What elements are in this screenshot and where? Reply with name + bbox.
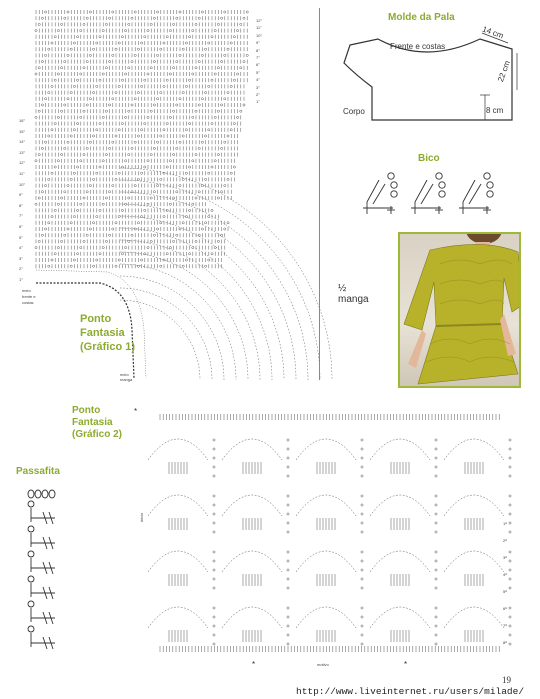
- chart2-chain: [435, 634, 437, 636]
- molde-dim-22: 22 cm: [496, 59, 512, 84]
- chart2-chain: [509, 439, 511, 441]
- chart1-bottom-label: meio manga: [120, 372, 133, 382]
- chart1-title-line-1: Ponto: [80, 313, 112, 325]
- passafita-chain: [28, 576, 34, 582]
- chart2-chain: [361, 531, 363, 533]
- chart2-chain: [435, 439, 437, 441]
- chart2-chain: [287, 560, 289, 562]
- chart2-chain: [435, 522, 437, 524]
- chart2-chain: [435, 578, 437, 580]
- chart2-chain: [287, 587, 289, 589]
- molde-front-back-label: Frente e costas: [390, 42, 446, 51]
- chart2-chain: [361, 578, 363, 580]
- passafita-symbols: [28, 490, 55, 649]
- chart2-chain: [509, 634, 511, 636]
- chart1-right-number: 11°: [256, 25, 262, 31]
- chart2-arch: [148, 439, 208, 460]
- chart2-chain: [213, 578, 215, 580]
- chart2-chain: [361, 560, 363, 562]
- chart2-chain: [287, 531, 289, 533]
- chart2-chain: [287, 634, 289, 636]
- chart1-row-number: 3°: [19, 255, 23, 261]
- chart2-chain: [213, 616, 215, 618]
- chart2-row-number: 8ª: [503, 640, 507, 645]
- chart2-chain: [287, 616, 289, 618]
- chart2-chain: [361, 551, 363, 553]
- chart1-row-number: 4°: [19, 245, 23, 251]
- chart1-right-number: 7°: [256, 55, 260, 60]
- chart2-row-number: 4ª: [503, 572, 507, 577]
- chart2-chain: [361, 448, 363, 450]
- chart2-chain: [287, 439, 289, 441]
- chart2-chain: [509, 466, 511, 468]
- chart2-chain: [213, 634, 215, 636]
- half-sleeve-word: manga: [338, 294, 369, 305]
- chart2-title-line-3: (Gráfico 2): [72, 429, 123, 440]
- chart1-right-number: 2°: [256, 92, 260, 97]
- chart2-chain: [509, 569, 511, 571]
- chart2-chain: [509, 522, 511, 524]
- chart2-row-number: 1ª: [503, 521, 507, 526]
- chart1-row-number: 8°: [19, 202, 23, 208]
- chart2-chain: [361, 466, 363, 468]
- chart1-right-number: 12°: [256, 18, 263, 23]
- chart2-chain: [509, 607, 511, 609]
- chart2-chain: [435, 625, 437, 627]
- chart2-chain: [213, 607, 215, 609]
- chart2-chain: [287, 504, 289, 506]
- passafita-diagram: [25, 488, 65, 668]
- chart2-chain: [361, 504, 363, 506]
- chart2-chain: [435, 643, 437, 645]
- chart1-side-label: meio frente e costas: [22, 288, 36, 305]
- chart2-arch: [444, 495, 504, 516]
- chart2-arch: [296, 439, 356, 460]
- chart2-chain: [213, 466, 215, 468]
- chart2-title-line-1: Ponto: [72, 405, 101, 416]
- chart1-row-number: 10°: [19, 181, 26, 187]
- chart1-row-number: 2°: [19, 266, 23, 272]
- chart2-chain: [361, 457, 363, 459]
- chart2-chain: [361, 625, 363, 627]
- chart2-chain: [287, 448, 289, 450]
- chart1-row-number: 7°: [19, 213, 23, 219]
- chart2-row-number: 5ª: [503, 589, 507, 594]
- chart2-chain: [509, 448, 511, 450]
- chart2-chain: [213, 495, 215, 497]
- chart2-chain: [213, 643, 215, 645]
- chart2-chain: [509, 625, 511, 627]
- chart1-row-number: 11°: [19, 171, 25, 176]
- chart2-arch: [148, 495, 208, 516]
- passafita-chain: [42, 490, 48, 498]
- chart2-row-number: 7ª: [503, 623, 507, 628]
- chart2-chain: [361, 513, 363, 515]
- chart2-chain: [213, 569, 215, 571]
- chart2-chain: [435, 607, 437, 609]
- chart1-row-number: 1°: [19, 277, 23, 282]
- chart1-row-number: 14°: [19, 139, 26, 145]
- chart1-row-number: 6°: [19, 224, 23, 229]
- chart2-chain: [509, 457, 511, 459]
- chart2-chain: [509, 551, 511, 553]
- chart2-row-number: 3ª: [503, 555, 507, 560]
- chart1-row-number: 13°: [19, 149, 26, 155]
- chart2-chain: [509, 578, 511, 580]
- chart1-right-number: 4°: [256, 77, 260, 83]
- molde-corpo-label: Corpo: [343, 107, 365, 116]
- chart2-chain: [213, 625, 215, 627]
- chart2-arch: [296, 607, 356, 628]
- chart2-chain: [435, 513, 437, 515]
- chart1-right-number: 10°: [256, 32, 263, 38]
- half-sleeve-fraction: ½: [338, 283, 347, 294]
- chart1-row-number: 12°: [19, 160, 26, 166]
- chart2-chain: [361, 495, 363, 497]
- chart1-title-line-3: (Gráfico 1): [80, 341, 136, 353]
- chart2-chain: [435, 616, 437, 618]
- chart2-chain: [213, 587, 215, 589]
- chart1-row-number: 15°: [19, 128, 26, 134]
- chart2-chain: [361, 643, 363, 645]
- chart2-chain: [287, 513, 289, 515]
- chart2-arch: [222, 495, 282, 516]
- chart2-chain: [213, 560, 215, 562]
- chart2-arch: [370, 607, 430, 628]
- chart2-chain: [213, 522, 215, 524]
- molde-dim-8: 8 cm: [486, 106, 504, 115]
- chart2-arch: [444, 439, 504, 460]
- chart2-chain: [509, 531, 511, 533]
- passafita-chain: [28, 501, 34, 507]
- chart2-chain: [287, 607, 289, 609]
- chart1-right-number: 3°: [256, 84, 260, 90]
- chart2-chain: [213, 448, 215, 450]
- chart2-title-line-2: Fantasia: [72, 417, 113, 428]
- chart2-chain: [435, 495, 437, 497]
- chart2-chain: [435, 504, 437, 506]
- chart1-right-number: 8°: [256, 47, 260, 53]
- chart1-right-number: 9°: [256, 40, 260, 46]
- chart2-chain: [509, 587, 511, 589]
- chart2-chain: [287, 643, 289, 645]
- molde-dim-14: 14 cm: [481, 24, 505, 41]
- source-url: http://www.liveinternet.ru/users/milade/: [296, 686, 525, 697]
- chart2-chain: [509, 560, 511, 562]
- chart2-chain: [435, 466, 437, 468]
- chart2-arch: [444, 607, 504, 628]
- chart2-chain: [435, 475, 437, 477]
- chart2-chain: [509, 616, 511, 618]
- chart2-arch: [370, 551, 430, 572]
- chart2-chain: [213, 531, 215, 533]
- chart2-chain: [213, 513, 215, 515]
- chart2-chain: [435, 551, 437, 553]
- chart2-chain: [361, 439, 363, 441]
- passafita-chain: [28, 490, 34, 498]
- chart2-chain: [509, 513, 511, 515]
- passafita-chain: [28, 551, 34, 557]
- chart2-chain: [287, 495, 289, 497]
- chart2-arch: [148, 551, 208, 572]
- chart1-row-number: 9°: [19, 192, 23, 198]
- chart2-chain: [435, 587, 437, 589]
- chart2-chain: [287, 551, 289, 553]
- chart2-bottom-label: motivo: [317, 662, 329, 667]
- passafita-chain: [35, 490, 41, 498]
- chart2-chain: [213, 475, 215, 477]
- chart2-chain: [213, 439, 215, 441]
- chart2-mark-bottom-left: *: [252, 660, 256, 669]
- chart1-title-line-2: Fantasia: [80, 327, 125, 339]
- chart2-arch: [296, 551, 356, 572]
- passafita-chain: [49, 490, 55, 498]
- chart2-chain: [435, 457, 437, 459]
- chart2-row-number: 6ª: [503, 606, 507, 611]
- chart1-right-number: 1°: [256, 99, 260, 105]
- chart2-chain: [509, 643, 511, 645]
- chart2-chain: [287, 569, 289, 571]
- chart2-chain: [287, 522, 289, 524]
- page-number: 19: [502, 675, 511, 685]
- passafita-title: Passafita: [16, 466, 60, 477]
- chart2-row-number: 2ª: [503, 538, 507, 543]
- passafita-chain: [28, 526, 34, 532]
- chart2-chain: [435, 448, 437, 450]
- passafita-chain: [28, 626, 34, 632]
- chart1-row-number: 16°: [19, 118, 26, 123]
- chart2-chain: [509, 504, 511, 506]
- chart2-chain: [509, 475, 511, 477]
- chart2-mark-bottom-right: *: [404, 660, 408, 669]
- chart2-chain: [435, 569, 437, 571]
- chart2-arch: [222, 607, 282, 628]
- chart2-chain: [287, 578, 289, 580]
- chart2-chain: [435, 531, 437, 533]
- chart1-row-number: 5°: [19, 234, 23, 240]
- bico-title: Bico: [418, 153, 440, 164]
- chart2-chain: [361, 587, 363, 589]
- chart2-arch: [222, 439, 282, 460]
- chart2-arch: [222, 551, 282, 572]
- chart2-arch: [296, 495, 356, 516]
- chart2-chain: [361, 634, 363, 636]
- chart2-chain: [287, 457, 289, 459]
- passafita-chain: [28, 601, 34, 607]
- chart2-chain: [509, 495, 511, 497]
- chart2-chain: [213, 504, 215, 506]
- chart2-chain: [361, 475, 363, 477]
- chart2-arch: [370, 439, 430, 460]
- chart1-right-number: 6°: [256, 62, 260, 68]
- chart2-chain: [361, 607, 363, 609]
- chart2-arch: [444, 551, 504, 572]
- chart2-symbols: [148, 414, 511, 652]
- chart2-chain: [361, 569, 363, 571]
- molde-title: Molde da Pala: [388, 12, 455, 23]
- chart2-arch: [370, 495, 430, 516]
- chart2-chain: [287, 475, 289, 477]
- chart1-right-number: 5°: [256, 69, 260, 75]
- chart2-chain: [435, 560, 437, 562]
- chart2-arch: [148, 607, 208, 628]
- chart2-chain: [213, 551, 215, 553]
- chart2-side-label: início: [139, 512, 145, 523]
- chart2-mark-top-left: *: [134, 407, 138, 416]
- chart2-chain: [361, 616, 363, 618]
- chart2-chain: [213, 457, 215, 459]
- chart2-chain: [287, 466, 289, 468]
- chart2-chain: [287, 625, 289, 627]
- chart2-chain: [361, 522, 363, 524]
